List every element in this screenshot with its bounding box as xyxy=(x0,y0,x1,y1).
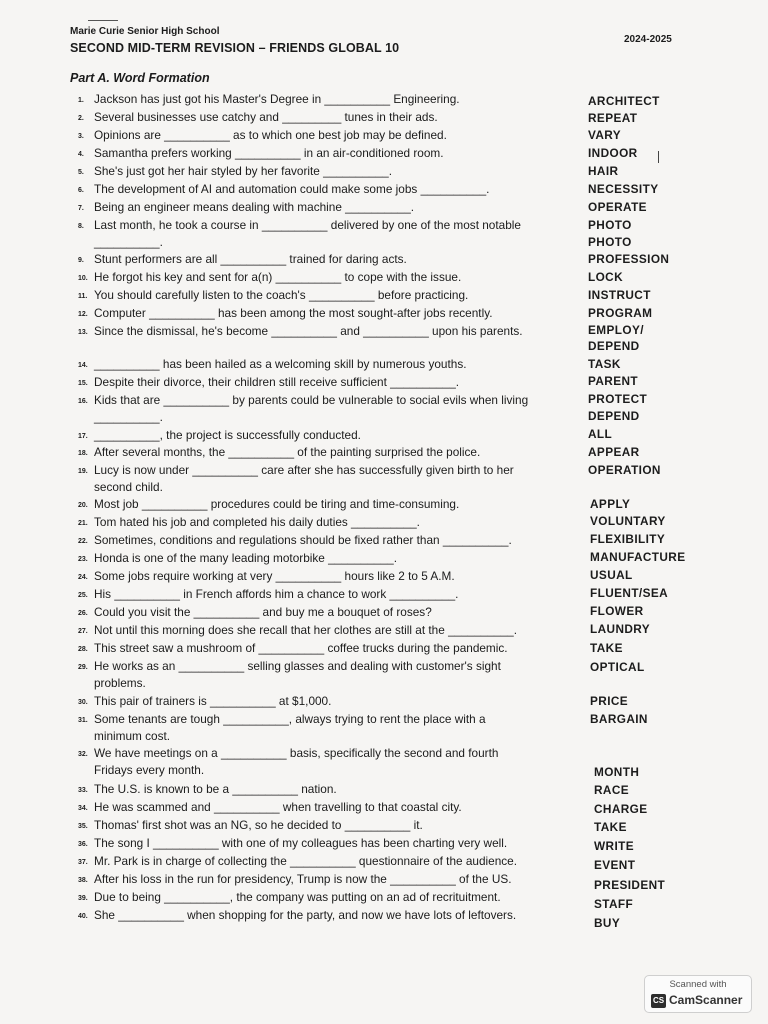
root-word: INSTRUCT xyxy=(588,288,651,302)
question-text: She __________ when shopping for the party, and now we have lots of leftovers. xyxy=(94,908,517,922)
question-text: Jackson has just got his Master's Degree in __________ Engineering. xyxy=(94,92,460,106)
question-number: 32. xyxy=(78,751,88,758)
question-11 xyxy=(78,288,578,305)
question-20 xyxy=(78,497,578,514)
question-40 xyxy=(78,908,578,925)
question-text: He forgot his key and sent for a(n) __________ to cope with the issue. xyxy=(94,270,462,284)
question-text: Most job __________ procedures could be tiring and time-consuming. xyxy=(94,497,460,511)
question-text: She's just got her hair styled by her favorite __________. xyxy=(94,164,393,178)
question-31 xyxy=(78,712,578,744)
question-number: 14. xyxy=(78,362,88,369)
root-word: RACE xyxy=(594,783,630,797)
question-16 xyxy=(78,393,578,425)
question-22 xyxy=(78,533,578,550)
question-text: Despite their divorce, their children still receive sufficient __________. xyxy=(94,375,460,389)
root-word: CHARGE xyxy=(594,802,648,816)
question-number: 12. xyxy=(78,311,88,318)
root-word: PROFESSION xyxy=(588,252,670,266)
question-text-continued: Fridays every month. xyxy=(94,762,205,777)
worksheet-title: SECOND MID-TERM REVISION – FRIENDS GLOBAL 10 xyxy=(70,41,400,55)
question-number: 4. xyxy=(78,151,84,158)
question-number: 40. xyxy=(78,913,88,920)
root-word: PHOTO xyxy=(588,235,632,249)
question-number: 22. xyxy=(78,538,88,545)
question-10 xyxy=(78,270,578,287)
root-word: BARGAIN xyxy=(590,712,648,726)
root-word: BUY xyxy=(594,916,621,930)
question-14 xyxy=(78,357,578,374)
question-6 xyxy=(78,182,578,199)
question-number: 5. xyxy=(78,169,84,176)
question-text: Opinions are __________ as to which one best job may be defined. xyxy=(94,128,447,142)
question-text: This street saw a mushroom of __________ coffee trucks during the pandemic. xyxy=(94,641,508,655)
question-29 xyxy=(78,659,578,691)
question-39 xyxy=(78,890,578,907)
root-word: ARCHITECT xyxy=(588,94,660,108)
question-number: 13. xyxy=(78,329,88,336)
root-word: TAKE xyxy=(590,641,623,655)
question-number: 2. xyxy=(78,115,84,122)
question-19 xyxy=(78,463,578,495)
root-word: OPERATION xyxy=(588,463,661,477)
question-number: 37. xyxy=(78,859,88,866)
root-word: OPERATE xyxy=(588,200,647,214)
question-25 xyxy=(78,587,578,604)
question-5 xyxy=(78,164,578,181)
scanner-caption: Scanned with xyxy=(669,979,727,990)
question-text: Sometimes, conditions and regulations should be fixed rather than __________. xyxy=(94,533,512,547)
school-name: Marie Curie Senior High School xyxy=(70,26,220,37)
question-number: 33. xyxy=(78,787,88,794)
root-word: MANUFACTURE xyxy=(590,550,686,564)
question-27 xyxy=(78,623,578,640)
question-text: Some jobs require working at very __________ hours like 2 to 5 A.M. xyxy=(94,569,455,583)
root-word: WRITE xyxy=(594,839,635,853)
scanner-watermark xyxy=(644,975,752,1013)
question-36 xyxy=(78,836,578,853)
question-text-continued: __________. xyxy=(94,234,163,249)
question-number: 25. xyxy=(78,592,88,599)
root-word: PARENT xyxy=(588,374,639,388)
question-text: After his loss in the run for presidency, Trump is now the __________ of the US. xyxy=(94,872,512,886)
question-number: 19. xyxy=(78,468,88,475)
root-word: EMPLOY/ xyxy=(588,323,644,337)
question-8 xyxy=(78,218,578,250)
question-text: Computer __________ has been among the most sought-after jobs recently. xyxy=(94,306,493,320)
question-text: After several months, the __________ of the painting surprised the police. xyxy=(94,445,481,459)
question-number: 30. xyxy=(78,699,88,706)
question-text: __________ has been hailed as a welcoming skill by numerous youths. xyxy=(94,357,467,371)
root-word: APPLY xyxy=(590,497,631,511)
root-word: EVENT xyxy=(594,858,636,872)
question-text-continued: second child. xyxy=(94,479,163,494)
question-text: Since the dismissal, he's become __________ and __________ upon his parents. xyxy=(94,324,523,338)
question-number: 3. xyxy=(78,133,84,140)
question-text: Stunt performers are all __________ trained for daring acts. xyxy=(94,252,407,266)
root-word: LOCK xyxy=(588,270,624,284)
question-number: 34. xyxy=(78,805,88,812)
question-2 xyxy=(78,110,578,127)
question-number: 18. xyxy=(78,450,88,457)
question-number: 15. xyxy=(78,380,88,387)
question-37 xyxy=(78,854,578,871)
question-text: His __________ in French affords him a chance to work __________. xyxy=(94,587,459,601)
root-word: OPTICAL xyxy=(590,660,645,674)
camscanner-logo-icon: CS xyxy=(651,994,666,1008)
root-word: ALL xyxy=(588,427,613,441)
question-number: 39. xyxy=(78,895,88,902)
question-text: Tom hated his job and completed his daily duties __________. xyxy=(94,515,420,529)
school-year: 2024-2025 xyxy=(624,34,672,45)
question-number: 7. xyxy=(78,205,84,212)
question-3 xyxy=(78,128,578,145)
root-word: PRICE xyxy=(590,694,629,708)
question-text: Due to being __________, the company was putting on an ad of recrituitment. xyxy=(94,890,501,904)
question-number: 26. xyxy=(78,610,88,617)
question-number: 1. xyxy=(78,97,84,104)
root-word: VOLUNTARY xyxy=(590,514,666,528)
question-text: Lucy is now under __________ care after she has successfully given birth to her xyxy=(94,463,514,477)
question-text: Not until this morning does she recall that her clothes are still at the __________. xyxy=(94,623,517,637)
question-number: 23. xyxy=(78,556,88,563)
question-text-continued: minimum cost. xyxy=(94,728,171,743)
question-text: Being an engineer means dealing with machine __________. xyxy=(94,200,415,214)
question-24 xyxy=(78,569,578,586)
question-1 xyxy=(78,92,578,109)
question-number: 24. xyxy=(78,574,88,581)
question-number: 20. xyxy=(78,502,88,509)
question-17 xyxy=(78,428,578,445)
question-23 xyxy=(78,551,578,568)
root-word: FLUENT/SEA xyxy=(590,586,669,600)
question-text: Several businesses use catchy and _________ tunes in their ads. xyxy=(94,110,438,124)
question-35 xyxy=(78,818,578,835)
question-38 xyxy=(78,872,578,889)
root-word: HAIR xyxy=(588,164,619,178)
question-number: 11. xyxy=(78,293,88,300)
root-word: PROTECT xyxy=(588,392,648,406)
part-heading: Part A. Word Formation xyxy=(70,71,210,85)
question-text-continued: __________. xyxy=(94,409,163,424)
question-number: 9. xyxy=(78,257,84,264)
question-number: 16. xyxy=(78,398,88,405)
question-28 xyxy=(78,641,578,658)
question-text: He works as an __________ selling glasses and dealing with customer's sight xyxy=(94,659,501,673)
question-number: 21. xyxy=(78,520,88,527)
question-text: The U.S. is known to be a __________ nation. xyxy=(94,782,337,796)
question-number: 28. xyxy=(78,646,88,653)
header-rule xyxy=(88,20,118,21)
question-text: Could you visit the __________ and buy me a bouquet of roses? xyxy=(94,605,432,619)
question-number: 10. xyxy=(78,275,88,282)
root-word: STAFF xyxy=(594,897,634,911)
question-30 xyxy=(78,694,578,711)
question-34 xyxy=(78,800,578,817)
root-word: DEPEND xyxy=(588,409,640,423)
root-word: PROGRAM xyxy=(588,306,653,320)
question-number: 35. xyxy=(78,823,88,830)
root-word: MONTH xyxy=(594,765,640,779)
question-text: Samantha prefers working __________ in an air-conditioned room. xyxy=(94,146,444,160)
question-number: 6. xyxy=(78,187,84,194)
root-word: APPEAR xyxy=(588,445,640,459)
question-18 xyxy=(78,445,578,462)
root-word: NECESSITY xyxy=(588,182,659,196)
root-word: FLOWER xyxy=(590,604,644,618)
question-number: 36. xyxy=(78,841,88,848)
question-7 xyxy=(78,200,578,217)
question-number: 27. xyxy=(78,628,88,635)
question-text: Some tenants are tough __________, always trying to rent the place with a xyxy=(94,712,486,726)
question-15 xyxy=(78,375,578,392)
question-12 xyxy=(78,306,578,323)
root-word: TAKE xyxy=(594,820,627,834)
question-text: The song I __________ with one of my colleagues has been charting very well. xyxy=(94,836,508,850)
root-word: REPEAT xyxy=(588,111,638,125)
question-text: Kids that are __________ by parents could be vulnerable to social evils when living xyxy=(94,393,529,407)
root-word: DEPEND xyxy=(588,339,640,353)
question-32 xyxy=(78,746,578,778)
question-26 xyxy=(78,605,578,622)
root-word: INDOOR xyxy=(588,146,638,160)
question-9 xyxy=(78,252,578,269)
question-text: Mr. Park is in charge of collecting the __________ questionnaire of the audience. xyxy=(94,854,518,868)
scanner-brand: CamScanner xyxy=(669,993,743,1007)
question-text: He was scammed and __________ when travelling to that coastal city. xyxy=(94,800,462,814)
root-word: USUAL xyxy=(590,568,633,582)
question-number: 29. xyxy=(78,664,88,671)
question-text: Last month, he took a course in __________ delivered by one of the most notable xyxy=(94,218,521,232)
question-4 xyxy=(78,146,578,163)
question-33 xyxy=(78,782,578,799)
pen-mark xyxy=(658,151,659,163)
root-word: LAUNDRY xyxy=(590,622,651,636)
root-word: PHOTO xyxy=(588,218,632,232)
root-word: FLEXIBILITY xyxy=(590,532,666,546)
question-text-continued: problems. xyxy=(94,675,146,690)
question-text: You should carefully listen to the coach's __________ before practicing. xyxy=(94,288,469,302)
question-21 xyxy=(78,515,578,532)
root-word: TASK xyxy=(588,357,621,371)
question-text: We have meetings on a __________ basis, specifically the second and fourth xyxy=(94,746,499,760)
root-word: VARY xyxy=(588,128,622,142)
question-text: Honda is one of the many leading motorbike __________. xyxy=(94,551,397,565)
question-text: __________, the project is successfully conducted. xyxy=(94,428,361,442)
question-text: Thomas' first shot was an NG, so he decided to __________ it. xyxy=(94,818,423,832)
question-number: 17. xyxy=(78,433,88,440)
question-13 xyxy=(78,324,578,341)
question-number: 31. xyxy=(78,717,88,724)
question-number: 38. xyxy=(78,877,88,884)
question-text: This pair of trainers is __________ at $1,000. xyxy=(94,694,332,708)
root-word: PRESIDENT xyxy=(594,878,666,892)
question-text: The development of AI and automation could make some jobs __________. xyxy=(94,182,490,196)
question-number: 8. xyxy=(78,223,84,230)
